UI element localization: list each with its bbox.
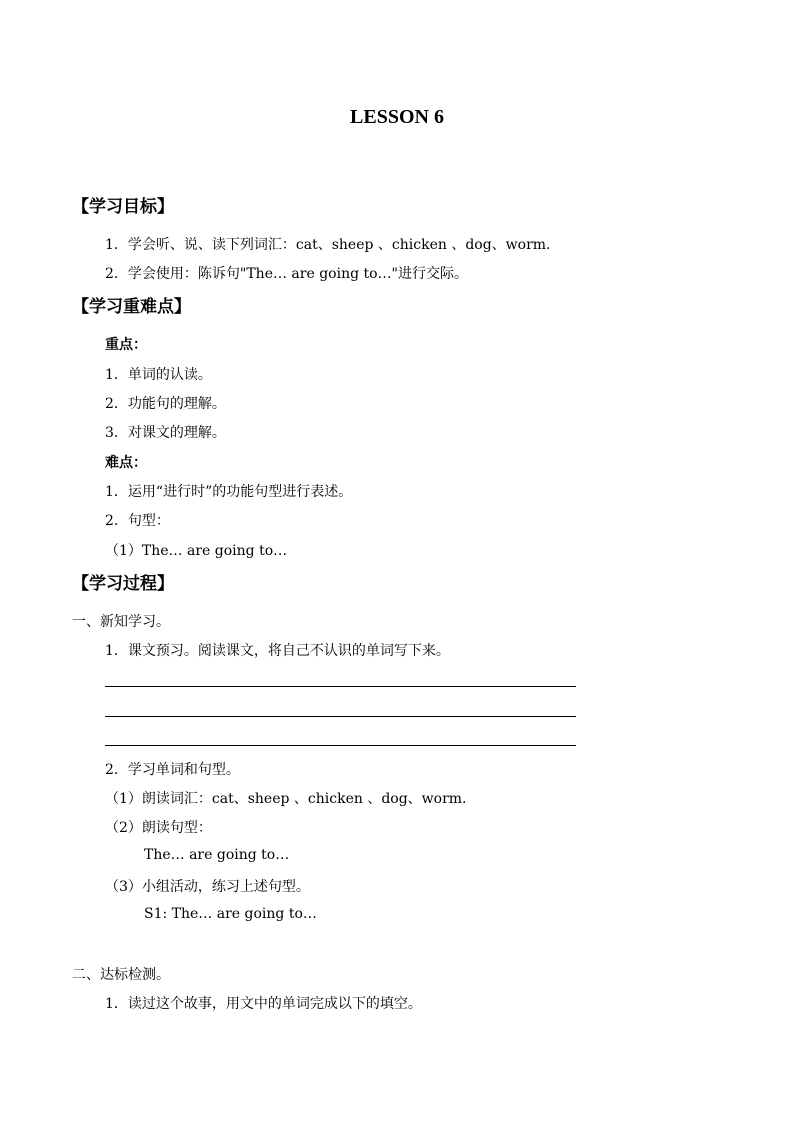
process-item: 1．读过这个故事，用文中的单词完成以下的填空。 [105, 996, 422, 1012]
difficult-point-item: 1．运用“进行时”的功能句型进行表述。 [105, 484, 353, 500]
process-subitem: （3）小组活动，练习上述句型。 [105, 879, 310, 895]
difficult-point-item: （1）The… are going to… [105, 543, 288, 559]
process-item: 2．学习单词和句型。 [105, 762, 240, 778]
part-title: 二、达标检测。 [72, 967, 170, 983]
part-title: 一、新知学习。 [72, 614, 170, 630]
answer-line[interactable] [105, 745, 576, 746]
page-title: LESSON 6 [350, 106, 444, 128]
sentence-pattern: S1: The… are going to… [144, 906, 317, 922]
key-point-item: 2．功能句的理解。 [105, 396, 226, 412]
goal-item: 1．学会听、说、读下列词汇：cat、sheep 、chicken 、dog、worm. [105, 237, 551, 253]
answer-line[interactable] [105, 716, 576, 717]
key-points-label: 重点： [105, 337, 147, 353]
answer-line[interactable] [105, 686, 576, 687]
section-heading-process: 【学习过程】 [72, 574, 174, 594]
section-heading-goals: 【学习目标】 [72, 197, 174, 217]
key-point-item: 1．单词的认读。 [105, 367, 212, 383]
section-heading-focus: 【学习重难点】 [72, 297, 191, 317]
difficult-point-item: 2．句型： [105, 513, 170, 529]
process-subitem: （1）朗读词汇：cat、sheep 、chicken 、dog、worm. [105, 791, 467, 807]
process-subitem: （2）朗读句型： [105, 820, 212, 836]
sentence-pattern: The… are going to… [144, 847, 290, 863]
process-item: 1．课文预习。阅读课文，将自己不认识的单词写下来。 [105, 643, 450, 659]
key-point-item: 3．对课文的理解。 [105, 425, 226, 441]
goal-item: 2．学会使用：陈诉句"The… are going to…"进行交际。 [105, 266, 469, 282]
difficult-points-label: 难点： [105, 455, 147, 471]
